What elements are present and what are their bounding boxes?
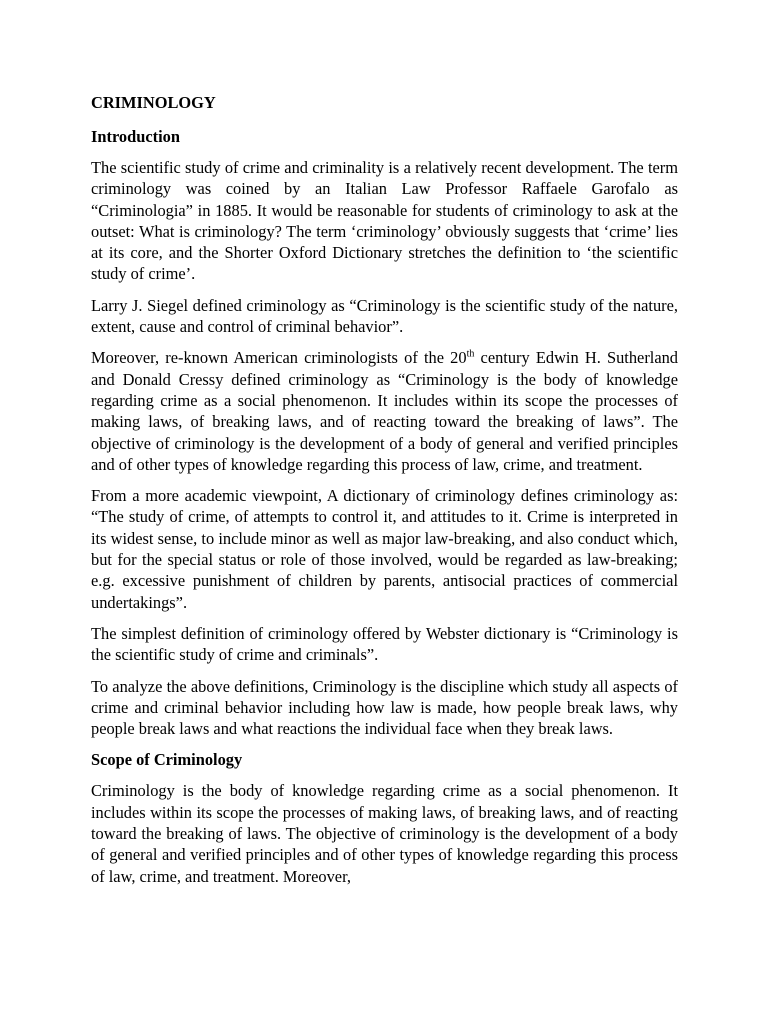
academic-viewpoint-paragraph: From a more academic viewpoint, A dictionary of criminology defines criminology as: “The study of crime, of attempts to control it, and attitudes to it. Crime is interpreted in its widest sense, to include minor as well as major law-breaking, and also conduct which, but for the special status or role of those involved, would be regarded as law-breaking; e.g. excessive punishment of children by parents, antisocial practices of commercial undertakings”. xyxy=(91,486,678,612)
paragraph-text-end: century Edwin H. Sutherland and Donald Cressy defined criminology as “Criminology is the body of knowledge regarding crime as a social phenomenon. It includes within its scope the processes of making laws, of breaking laws, and of reacting toward the breaking of laws”. The objective of criminology is the development of a body of general and verified principles and of other types of knowledge regarding this process of law, crime, and treatment. xyxy=(91,348,678,474)
webster-definition-paragraph: The simplest definition of criminology offered by Webster dictionary is “Criminology is the scientific study of crime and criminals”. xyxy=(91,623,678,665)
scope-paragraph: Criminology is the body of knowledge regarding crime as a social phenomenon. It includes within its scope the processes of making laws, of breaking laws, and of reacting toward the breaking of laws. The objective of criminology is the development of a body of general and verified principles and of other types of knowledge regarding this process of law, crime, and treatment. Moreover, xyxy=(91,781,678,886)
document-title: CRIMINOLOGY xyxy=(91,93,216,112)
document-page xyxy=(91,92,678,897)
introduction-heading: Introduction xyxy=(91,127,180,146)
ordinal-superscript: th xyxy=(466,348,475,360)
sutherland-cressy-paragraph xyxy=(91,347,678,475)
paragraph-text-start: Moreover, re-known American criminologists of the 20 xyxy=(91,348,467,368)
siegel-definition-paragraph: Larry J. Siegel defined criminology as “Criminology is the scientific study of the nature, extent, cause and control of criminal behavior”. xyxy=(91,295,678,337)
intro-paragraph-1: The scientific study of crime and criminality is a relatively recent development. The term criminology was coined by an Italian Law Professor Raffaele Garofalo as “Criminologia” in 1885. It would be reasonable for students of criminology to ask at the outset: What is criminology? The term ‘criminology’ obviously suggests that ‘crime’ lies at its core, and the Shorter Oxford Dictionary stretches the definition to ‘the scientific study of crime’. xyxy=(91,158,678,284)
analysis-paragraph: To analyze the above definitions, Criminology is the discipline which study all aspects of crime and criminal behavior including how law is made, how people break laws, why people break laws and what reactions the individual face when they break laws. xyxy=(91,676,678,739)
scope-heading: Scope of Criminology xyxy=(91,750,243,770)
